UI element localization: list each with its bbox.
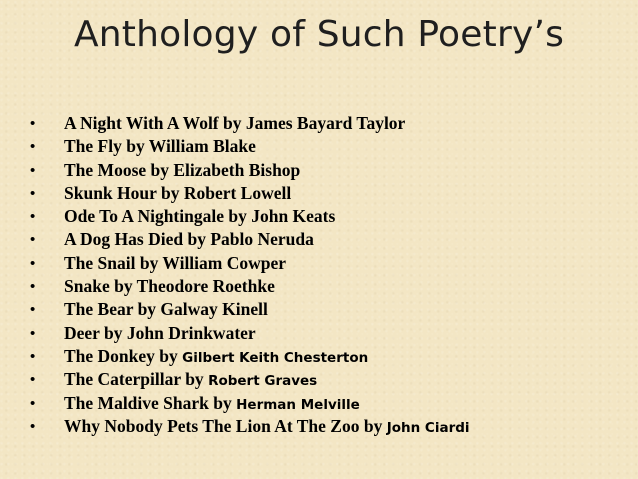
list-item — [30, 182, 470, 205]
poem-title: The Bear by Galway Kinell — [64, 299, 268, 320]
bullet-icon: • — [30, 417, 36, 435]
poem-title: The Snail by William Cowper — [64, 252, 287, 273]
list-item — [30, 415, 470, 438]
poem-title: Skunk Hour by Robert Lowell — [64, 182, 292, 203]
list-item — [30, 159, 470, 182]
bullet-icon: • — [30, 371, 36, 389]
list-item — [30, 135, 470, 158]
list-item — [30, 275, 470, 298]
bullet-icon: • — [30, 231, 36, 249]
poem-title: The Fly by William Blake — [64, 136, 256, 157]
list-item — [30, 298, 470, 321]
list-item — [30, 322, 470, 345]
list-item — [30, 368, 470, 391]
list-item — [30, 205, 470, 228]
bullet-icon: • — [30, 254, 36, 272]
bullet-icon: • — [30, 324, 36, 342]
poem-title: The Donkey by — [64, 345, 183, 366]
bullet-icon: • — [30, 394, 36, 412]
poem-title: Ode To A Nightingale by John Keats — [64, 206, 336, 227]
bullet-icon: • — [30, 184, 36, 202]
bullet-icon: • — [30, 347, 36, 365]
list-item — [30, 392, 470, 415]
poem-title: The Maldive Shark by — [64, 392, 237, 413]
list-item — [30, 345, 470, 368]
list-item — [30, 228, 470, 251]
poem-title: A Dog Has Died by Pablo Neruda — [64, 229, 314, 250]
poem-list — [30, 112, 470, 438]
poem-title: A Night With A Wolf by James Bayard Taylor — [64, 113, 406, 133]
poem-title: Why Nobody Pets The Lion At The Zoo by — [64, 415, 387, 436]
list-item — [30, 252, 470, 275]
bullet-icon: • — [30, 278, 36, 296]
poem-author: Robert Graves — [208, 373, 318, 390]
poem-title: The Moose by Elizabeth Bishop — [64, 159, 301, 180]
bullet-icon: • — [30, 301, 36, 319]
list-item — [30, 112, 470, 135]
bullet-icon: • — [30, 208, 36, 226]
poem-author: John Ciardi — [386, 419, 470, 436]
poem-title: Snake by Theodore Roethke — [64, 276, 275, 297]
poem-title: Deer by John Drinkwater — [64, 322, 256, 343]
poem-author: Herman Melville — [236, 396, 360, 413]
poem-title: The Caterpillar by — [64, 369, 209, 390]
bullet-icon: • — [30, 115, 36, 132]
slide-title: Anthology of Such Poetry’s — [73, 14, 565, 55]
bullet-icon: • — [30, 138, 36, 156]
bullet-icon: • — [30, 161, 36, 179]
poem-author: Gilbert Keith Chesterton — [182, 349, 369, 366]
